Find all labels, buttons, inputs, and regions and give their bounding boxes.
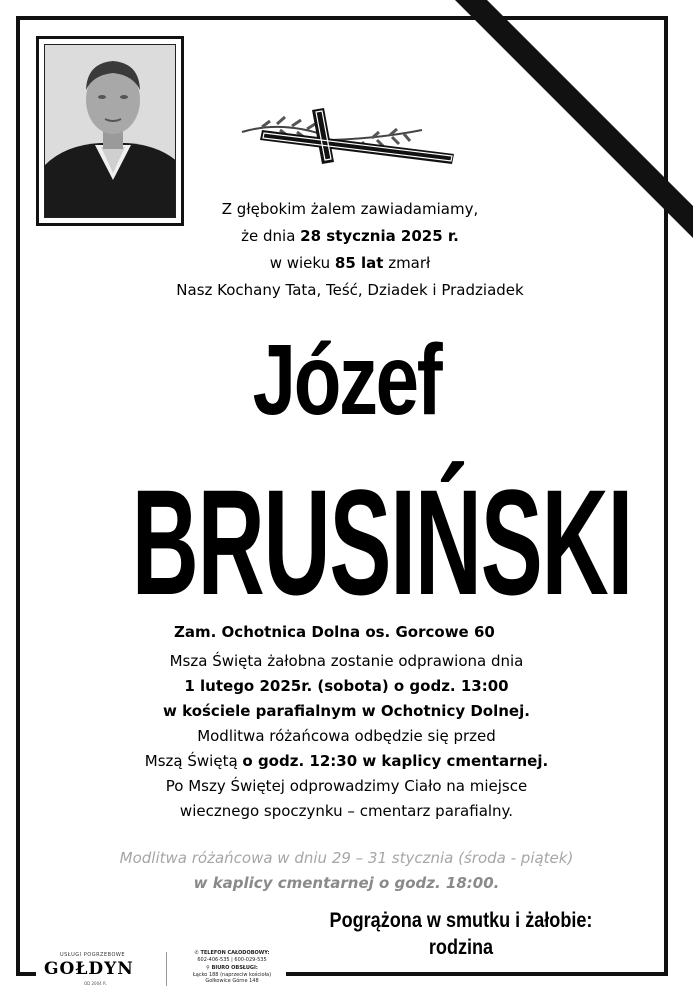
- mass-line-4: Modlitwa różańcowa odbędzie się przed: [197, 727, 496, 745]
- logo-tagline: USŁUGI POGRZEBOWE: [60, 952, 126, 958]
- rosary-info: [70, 846, 623, 896]
- cross-icon: [232, 100, 462, 168]
- phone-icon: ✆: [194, 950, 199, 956]
- contact-info: [172, 950, 292, 985]
- intro-line-3: w wieku 85 lat zmarł: [269, 254, 431, 272]
- funeral-home-footer: [40, 950, 290, 990]
- mourners-line-2: rodzina: [428, 936, 494, 959]
- deceased-address: Zam. Ochotnica Dolna os. Gorcowe 60: [174, 623, 495, 641]
- logo-since: OD 2004 R.: [84, 981, 107, 986]
- mass-line-5: Mszą Świętą o godz. 12:30 w kaplicy cmentarnej.: [144, 752, 549, 770]
- death-date: 28 stycznia 2025 r.: [300, 227, 459, 245]
- mourners-line-1: Pogrążona w smutku i żałobie:: [329, 909, 593, 932]
- funeral-home-logo: GOŁDYN: [44, 959, 134, 979]
- rosary-line-1: Modlitwa różańcowa w dniu 29 – 31 stycznia (środa - piątek): [119, 849, 574, 867]
- mass-line-1: Msza Święta żałobna zostanie odprawiona dnia: [169, 652, 524, 670]
- mass-line-3: w kościele parafialnym w Ochotnicy Dolnej.: [163, 702, 530, 720]
- mass-line-7: wiecznego spoczynku – cmentarz parafialny.: [179, 802, 514, 820]
- phone-numbers: 602-406-535 | 600-029-535: [197, 956, 267, 963]
- age: 85 lat: [334, 254, 384, 272]
- mass-line-6: Po Mszy Świętej odprowadzimy Ciało na miejsce: [165, 777, 528, 795]
- footer-divider: [166, 952, 167, 986]
- deceased-last-name: BRUSIŃSKI: [131, 458, 633, 626]
- office-address-1: Łącko 188 (naprzeciw kościoła): [192, 971, 272, 978]
- mourners-signature: [319, 907, 603, 961]
- intro-line-4: Nasz Kochany Tata, Teść, Dziadek i Pradziadek: [176, 281, 524, 299]
- portrait-photo: [44, 44, 176, 218]
- mass-line-2: 1 lutego 2025r. (sobota) o godz. 13:00: [184, 677, 509, 695]
- office-label: ⚲ BIURO OBSŁUGI:: [206, 965, 258, 971]
- phone-label: ✆ TELEFON CAŁODOBOWY:: [194, 950, 270, 956]
- intro-line-1: Z głębokim żalem zawiadamiamy,: [221, 200, 479, 218]
- location-pin-icon: ⚲: [206, 965, 210, 971]
- announcement-intro: [150, 196, 550, 304]
- intro-line-2: że dnia 28 stycznia 2025 r.: [241, 227, 459, 245]
- funeral-mass-info: [100, 649, 593, 824]
- deceased-first-name: Józef: [252, 324, 441, 436]
- office-address-2: Gołkowice Górne 148: [205, 978, 259, 984]
- rosary-line-2: w kaplicy cmentarnej o godz. 18:00.: [193, 874, 500, 892]
